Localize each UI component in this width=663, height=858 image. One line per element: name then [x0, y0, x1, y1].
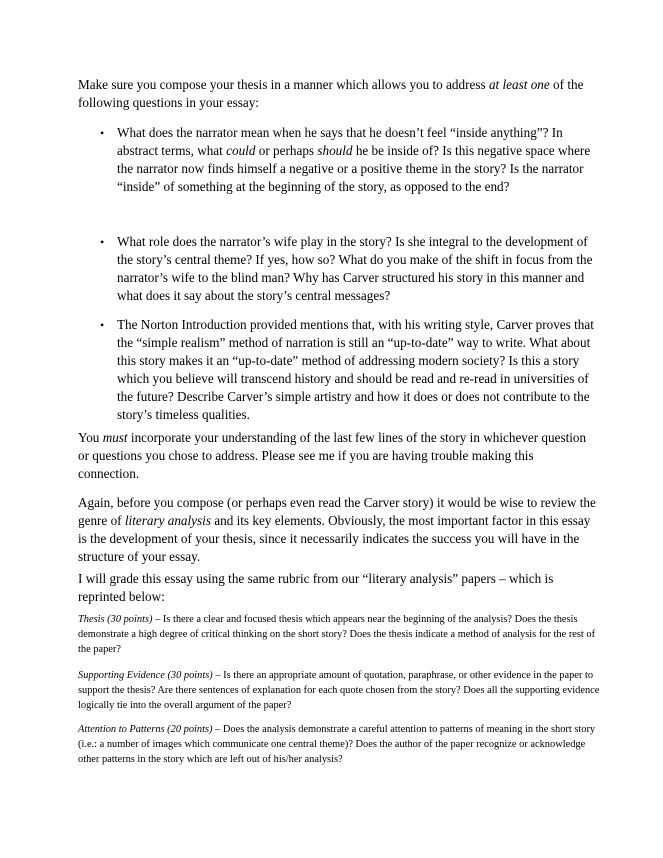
- rubric-thesis: Thesis (30 points) – Is there a clear and focused thesis which appears near the beginning of the analysis? Does the thesis demonstrate a high degree of critical thinking on the short story? Does the thesis indicate a method of analysis for the rest of the paper?: [78, 614, 596, 655]
- bullet-text-wife: What role does the narrator’s wife play in the story? Is she integral to the development of the story’s central theme? If yes, how so? What do you make of the shift in focus from the narrator’s wife to the blind man? Why has Carver structured his story in this manner and what does it say about the story’s central messages?: [117, 234, 593, 303]
- must-emphasis: must: [102, 430, 128, 445]
- intro-text: Make sure you compose your thesis in a manner which allows you to address: [78, 77, 489, 92]
- rubric-attention-patterns: Attention to Patterns (20 points) – Does the analysis demonstrate a careful attention to patterns of meaning in the short story (i.e.: a number of images which communicate one central theme)? Does the author of the paper recognize or acknowledge other patterns in the story which are left out of his/her analysis?: [78, 724, 596, 765]
- must-paragraph: You must incorporate your understanding of the last few lines of the story in whichever question or questions you chose to address. Please see me if you are having trouble making this connection.: [78, 430, 587, 481]
- bullet-text-norton: The Norton Introduction provided mentions that, with his writing style, Carver proves that the “simple realism” method of narration is still an “up-to-date” way to write. What about this story makes it an “up-to-date” method of addressing modern society? Is this a story which you believe will transcend history and should be read and re-read in universities of the future? Describe Carver’s simple artistry and how it does or does not contribute to the story’s timeless qualities.: [117, 317, 594, 422]
- intro-emphasis: at least one: [488, 77, 550, 92]
- bullet-icon: •: [100, 318, 105, 332]
- rubric-supporting-evidence: Supporting Evidence (30 points) – Is there an appropriate amount of quotation, paraphrase, or other evidence in the paper to support the thesis? Are there sentences of explanation for each quote chosen from the story? Does all the supporting evidence logically tie into the overall argument of the paper?: [78, 670, 600, 711]
- bullet-icon: •: [100, 126, 105, 140]
- literary-analysis-emphasis: literary analysis: [124, 513, 211, 528]
- rubric-evidence-title: Supporting Evidence (30 points): [78, 670, 213, 681]
- intro-paragraph: [78, 76, 598, 112]
- rubric-patterns-title: Attention to Patterns (20 points): [78, 724, 213, 735]
- grade-paragraph: I will grade this essay using the same rubric from our “literary analysis” papers – which is reprinted below:: [78, 571, 554, 604]
- rubric-thesis-title: Thesis (30 points): [78, 614, 153, 625]
- again-paragraph: Again, before you compose (or perhaps even read the Carver story) it would be wise to review the genre of literary analysis and its key elements. Obviously, the most important factor in this essay is the development of your thesis, since it necessarily indicates the success you will have in the structure of your essay.: [78, 495, 596, 564]
- bullet-icon: •: [100, 235, 105, 249]
- bullet-text-inside: What does the narrator mean when he says that he doesn’t feel “inside anything”? In abstract terms, what could or perhaps should he be inside of? Is this negative space where the narrator now finds himself a negative or a positive theme in the story? Is the narrator “inside” of something at the beginning of the story, as opposed to the end?: [117, 125, 591, 194]
- intro-text-end: of the following questions in your essay:: [78, 77, 584, 110]
